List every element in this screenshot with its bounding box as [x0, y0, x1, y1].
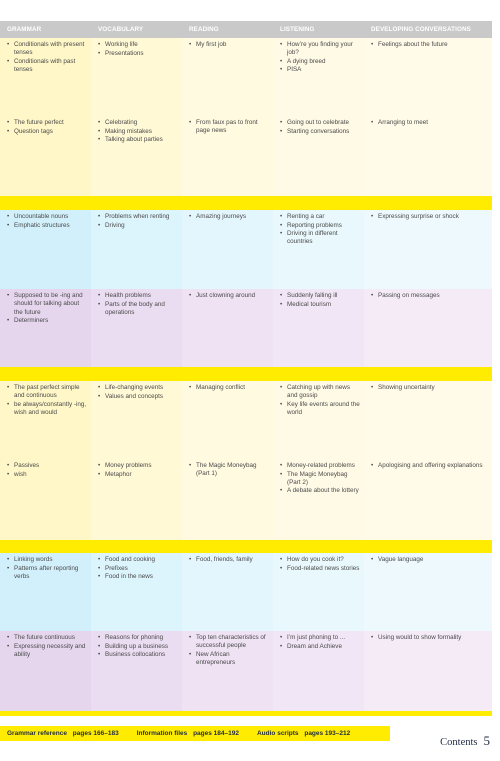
- table-row: [0, 289, 492, 367]
- list-item: • Dream and Achieve: [280, 643, 361, 651]
- table-cell-reading: [182, 289, 273, 367]
- bullet-list: [371, 634, 489, 642]
- table-row: [0, 381, 492, 459]
- unit-separator-band: [0, 539, 492, 553]
- list-item: • Working life: [98, 41, 179, 49]
- table-cell-conversations: [364, 210, 492, 289]
- bullet-list: [189, 384, 270, 392]
- bullet-list: [189, 556, 270, 564]
- bullet-list: [371, 556, 489, 564]
- list-item: • Metaphor: [98, 471, 179, 479]
- list-item: • Vague language: [371, 556, 489, 564]
- list-item: • be always/constantly -ing, wish and would: [7, 401, 88, 418]
- list-item: • The future perfect: [7, 119, 88, 127]
- audio-scripts-pages: pages 193–212: [304, 730, 351, 737]
- bullet-list: [98, 556, 179, 581]
- table-cell-listening: [273, 553, 364, 631]
- table-cell-reading: [182, 381, 273, 459]
- table-cell-conversations: [364, 116, 492, 196]
- list-item: • Passives: [7, 462, 88, 470]
- list-item: • Using would to show formality: [371, 634, 489, 642]
- table-cell-conversations: [364, 631, 492, 711]
- list-item: • The Magic Moneybag (Part 2): [280, 471, 361, 488]
- list-item: • Linking words: [7, 556, 88, 564]
- list-item: • Top ten characteristics of successful people: [189, 634, 270, 651]
- list-item: • Expressing necessity and ability: [7, 643, 88, 660]
- bullet-list: [98, 462, 179, 479]
- bullet-list: [280, 292, 361, 309]
- bullet-list: [280, 213, 361, 247]
- bullet-list: [371, 384, 489, 392]
- table-cell-reading: [182, 116, 273, 196]
- list-item: • A dying breed: [280, 58, 361, 66]
- header-developing-conversations: DEVELOPING CONVERSATIONS: [371, 26, 471, 33]
- list-item: • Money-related problems: [280, 462, 361, 470]
- list-item: • Apologising and offering explanations: [371, 462, 489, 470]
- table-cell-listening: [273, 116, 364, 196]
- bullet-list: [371, 462, 489, 470]
- header-grammar: GRAMMAR: [7, 26, 42, 33]
- table-cell-grammar: [0, 459, 91, 540]
- table-cell-listening: [273, 38, 364, 116]
- list-item: • Health problems: [98, 292, 179, 300]
- bullet-list: [7, 384, 88, 417]
- bullet-list: [98, 41, 179, 58]
- table-row: [0, 38, 492, 116]
- list-item: • Medical tourism: [280, 301, 361, 309]
- bullet-list: [7, 119, 88, 136]
- list-item: • A debate about the lottery: [280, 487, 361, 495]
- list-item: • Food-related news stories: [280, 565, 361, 573]
- page-footer: [440, 733, 490, 749]
- table-cell-conversations: [364, 553, 492, 631]
- list-item: • Talking about parties: [98, 136, 179, 144]
- bullet-list: [280, 384, 361, 417]
- list-item: • Catching up with news and gossip: [280, 384, 361, 401]
- list-item: • The past perfect simple and continuous: [7, 384, 88, 401]
- bullet-list: [280, 634, 361, 651]
- list-item: • Question tags: [7, 128, 88, 136]
- list-item: • Uncountable nouns: [7, 213, 88, 221]
- bullet-list: [98, 213, 179, 230]
- table-cell-grammar: [0, 210, 91, 289]
- list-item: • Presentations: [98, 50, 179, 58]
- list-item: • Prefixes: [98, 565, 179, 573]
- header-reading: READING: [189, 26, 219, 33]
- grammar-reference-label: Grammar reference: [7, 730, 67, 737]
- bullet-list: [7, 292, 88, 325]
- table-cell-reading: [182, 631, 273, 711]
- table-cell-grammar: [0, 381, 91, 459]
- bullet-list: [189, 634, 270, 667]
- audio-scripts: [257, 730, 350, 737]
- table-cell-conversations: [364, 459, 492, 540]
- list-item: • Food, friends, family: [189, 556, 270, 564]
- list-item: • Building up a business: [98, 643, 179, 651]
- bullet-list: [280, 41, 361, 75]
- information-files-label: Information files: [136, 730, 188, 737]
- list-item: • I’m just phoning to ...: [280, 634, 361, 642]
- list-item: • Conditionals with present tenses: [7, 41, 88, 58]
- table-cell-listening: [273, 210, 364, 289]
- table-cell-reading: [182, 38, 273, 116]
- bullet-list: [189, 292, 270, 300]
- list-item: • Food and cooking: [98, 556, 179, 564]
- table-cell-vocabulary: [91, 38, 182, 116]
- list-item: • Business collocations: [98, 651, 179, 659]
- bullet-list: [98, 634, 179, 659]
- table-cell-grammar: [0, 38, 91, 116]
- table-row: [0, 553, 492, 631]
- list-item: • Renting a car: [280, 213, 361, 221]
- bullet-list: [7, 556, 88, 581]
- grammar-reference-pages: pages 166–183: [72, 730, 119, 737]
- table-cell-vocabulary: [91, 289, 182, 367]
- list-item: • Driving in different countries: [280, 230, 361, 247]
- table-cell-listening: [273, 631, 364, 711]
- list-item: • Expressing surprise or shock: [371, 213, 489, 221]
- list-item: • Just clowning around: [189, 292, 270, 300]
- page-number: 5: [483, 733, 490, 748]
- list-item: • Parts of the body and operations: [98, 301, 179, 318]
- table-cell-vocabulary: [91, 459, 182, 540]
- bullet-list: [280, 462, 361, 496]
- table-cell-reading: [182, 553, 273, 631]
- table-cell-reading: [182, 459, 273, 540]
- list-item: • New African entrepreneurs: [189, 651, 270, 668]
- list-item: • Key life events around the world: [280, 401, 361, 418]
- unit-separator-band: [0, 196, 492, 210]
- table-row: [0, 210, 492, 289]
- bullet-list: [98, 292, 179, 317]
- list-item: • Arranging to meet: [371, 119, 489, 127]
- table-cell-reading: [182, 210, 273, 289]
- table-cell-grammar: [0, 553, 91, 631]
- list-item: • Emphatic structures: [7, 222, 88, 230]
- list-item: • Feelings about the future: [371, 41, 489, 49]
- list-item: • Money problems: [98, 462, 179, 470]
- table-cell-conversations: [364, 289, 492, 367]
- list-item: • Amazing journeys: [189, 213, 270, 221]
- bullet-list: [371, 41, 489, 49]
- bullet-list: [7, 462, 88, 479]
- list-item: • Managing conflict: [189, 384, 270, 392]
- list-item: • From faux pas to front page news: [189, 119, 270, 136]
- table-cell-listening: [273, 289, 364, 367]
- list-item: • The future continuous: [7, 634, 88, 642]
- list-item: • How do you cook it?: [280, 556, 361, 564]
- list-item: • Celebrating: [98, 119, 179, 127]
- table-cell-listening: [273, 381, 364, 459]
- list-item: • Values and concepts: [98, 393, 179, 401]
- table-cell-listening: [273, 459, 364, 540]
- unit-separator-band: [0, 367, 492, 381]
- bullet-list: [371, 213, 489, 221]
- table-cell-vocabulary: [91, 631, 182, 711]
- list-item: • Passing on messages: [371, 292, 489, 300]
- list-item: • Driving: [98, 222, 179, 230]
- list-item: • PISA: [280, 66, 361, 74]
- list-item: • The Magic Moneybag (Part 1): [189, 462, 270, 479]
- list-item: • Supposed to be -ing and should for talking about the future: [7, 292, 88, 317]
- list-item: • Reasons for phoning: [98, 634, 179, 642]
- unit-separator-band: [0, 711, 492, 716]
- reference-bar: [0, 726, 390, 741]
- table-header: [0, 21, 492, 38]
- table-cell-vocabulary: [91, 210, 182, 289]
- table-cell-grammar: [0, 289, 91, 367]
- audio-scripts-label: Audio scripts: [256, 730, 299, 737]
- list-item: • How’re you finding your job?: [280, 41, 361, 58]
- header-listening: LISTENING: [280, 26, 315, 33]
- table-cell-vocabulary: [91, 553, 182, 631]
- bullet-list: [280, 556, 361, 573]
- information-files: [137, 730, 239, 737]
- bullet-list: [371, 119, 489, 127]
- bullet-list: [371, 292, 489, 300]
- table-cell-conversations: [364, 381, 492, 459]
- list-item: • Reporting problems: [280, 222, 361, 230]
- grammar-reference: [7, 730, 119, 737]
- header-vocabulary: VOCABULARY: [98, 26, 144, 33]
- bullet-list: [7, 213, 88, 230]
- table-cell-vocabulary: [91, 381, 182, 459]
- bullet-list: [98, 384, 179, 401]
- list-item: • Making mistakes: [98, 128, 179, 136]
- bullet-list: [7, 634, 88, 659]
- bullet-list: [189, 213, 270, 221]
- list-item: • Patterns after reporting verbs: [7, 565, 88, 582]
- table-cell-vocabulary: [91, 116, 182, 196]
- list-item: • Determiners: [7, 317, 88, 325]
- bullet-list: [280, 119, 361, 136]
- information-files-pages: pages 184–192: [193, 730, 239, 737]
- list-item: • Showing uncertainty: [371, 384, 489, 392]
- bullet-list: [7, 41, 88, 74]
- bullet-list: [189, 119, 270, 136]
- list-item: • Conditionals with past tenses: [7, 58, 88, 75]
- bullet-list: [189, 41, 270, 49]
- list-item: • My first job: [189, 41, 270, 49]
- bullet-list: [189, 462, 270, 479]
- list-item: • Life-changing events: [98, 384, 179, 392]
- table-row: [0, 116, 492, 196]
- list-item: • Starting conversations: [280, 128, 361, 136]
- list-item: • wish: [7, 471, 88, 479]
- bullet-list: [98, 119, 179, 144]
- list-item: • Going out to celebrate: [280, 119, 361, 127]
- list-item: • Problems when renting: [98, 213, 179, 221]
- table-cell-grammar: [0, 631, 91, 711]
- table-row: [0, 459, 492, 540]
- list-item: • Suddenly falling ill: [280, 292, 361, 300]
- table-row: [0, 631, 492, 711]
- table-cell-grammar: [0, 116, 91, 196]
- list-item: • Food in the news: [98, 573, 179, 581]
- table-cell-conversations: [364, 38, 492, 116]
- contents-label: Contents: [440, 737, 478, 748]
